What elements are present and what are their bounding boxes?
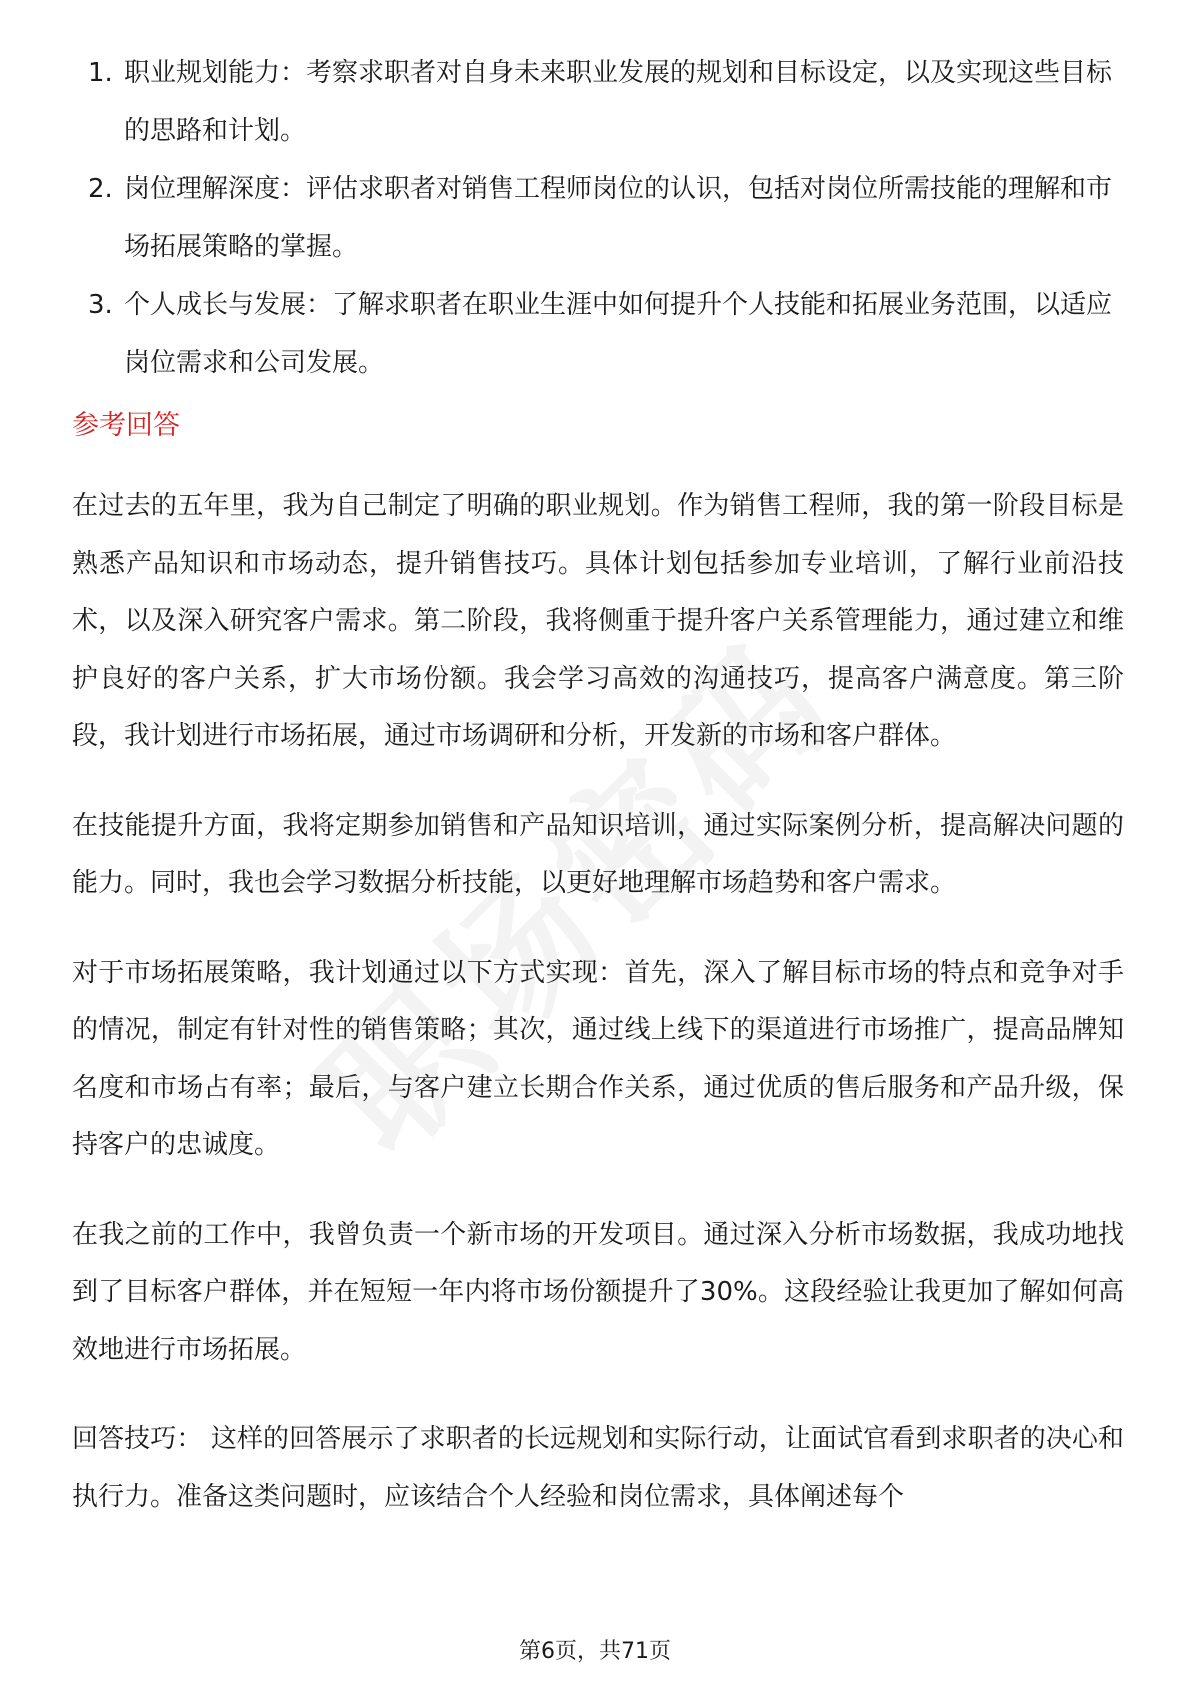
list-item — [72, 160, 1132, 276]
page-footer: 第6页，共71页 — [519, 1639, 671, 1664]
list-item — [72, 276, 1132, 392]
list-number: 1. — [88, 58, 113, 88]
answer-body — [72, 478, 1124, 1558]
criteria-list — [72, 44, 1132, 392]
paragraph: 在技能提升方面，我将定期参加销售和产品知识培训，通过实际案例分析，提高解决问题的能力。同时，我也会学习数据分析技能，以更好地理解市场趋势和客户需求。 — [72, 810, 1124, 898]
paragraph-tips: 回答技巧： 这样的回答展示了求职者的长远规划和实际行动，让面试官看到求职者的决心和执行力。准备这类问题时，应该结合个人经验和岗位需求，具体阐述每个 — [72, 1424, 1124, 1512]
list-text: 职业规划能力：考察求职者对自身未来职业发展的规划和目标设定，以及实现这些目标的思路和计划。 — [124, 58, 1113, 146]
paragraph: 在过去的五年里，我为自己制定了明确的职业规划。作为销售工程师，我的第一阶段目标是熟悉产品知识和市场动态，提升销售技巧。具体计划包括参加专业培训，了解行业前沿技术，以及深入研究客户需求。第二阶段，我将侧重于提升客户关系管理能力，通过建立和维护良好的客户关系，扩大市场份额。我会学习高效的沟通技巧，提高客户满意度。第三阶段，我计划进行市场拓展，通过市场调研和分析，开发新的市场和客户群体。 — [72, 491, 1124, 751]
paragraph: 在我之前的工作中，我曾负责一个新市场的开发项目。通过深入分析市场数据，我成功地找到了目标客户群体，并在短短一年内将市场份额提升了30%。这段经验让我更加了解如何高效地进行市场拓展。 — [72, 1219, 1124, 1365]
list-text: 岗位理解深度：评估求职者对销售工程师岗位的认识，包括对岗位所需技能的理解和市场拓展策略的掌握。 — [124, 174, 1113, 262]
section-heading: 参考回答 — [72, 410, 180, 441]
list-number: 2. — [88, 174, 113, 204]
list-text: 个人成长与发展：了解求职者在职业生涯中如何提升个人技能和拓展业务范围，以适应岗位需求和公司发展。 — [124, 290, 1113, 378]
list-item — [72, 44, 1132, 160]
paragraph: 对于市场拓展策略，我计划通过以下方式实现：首先，深入了解目标市场的特点和竞争对手的情况，制定有针对性的销售策略；其次，通过线上线下的渠道进行市场推广，提高品牌知名度和市场占有率；最后，与客户建立长期合作关系，通过优质的售后服务和产品升级，保持客户的忠诚度。 — [72, 957, 1124, 1160]
list-number: 3. — [88, 290, 113, 320]
